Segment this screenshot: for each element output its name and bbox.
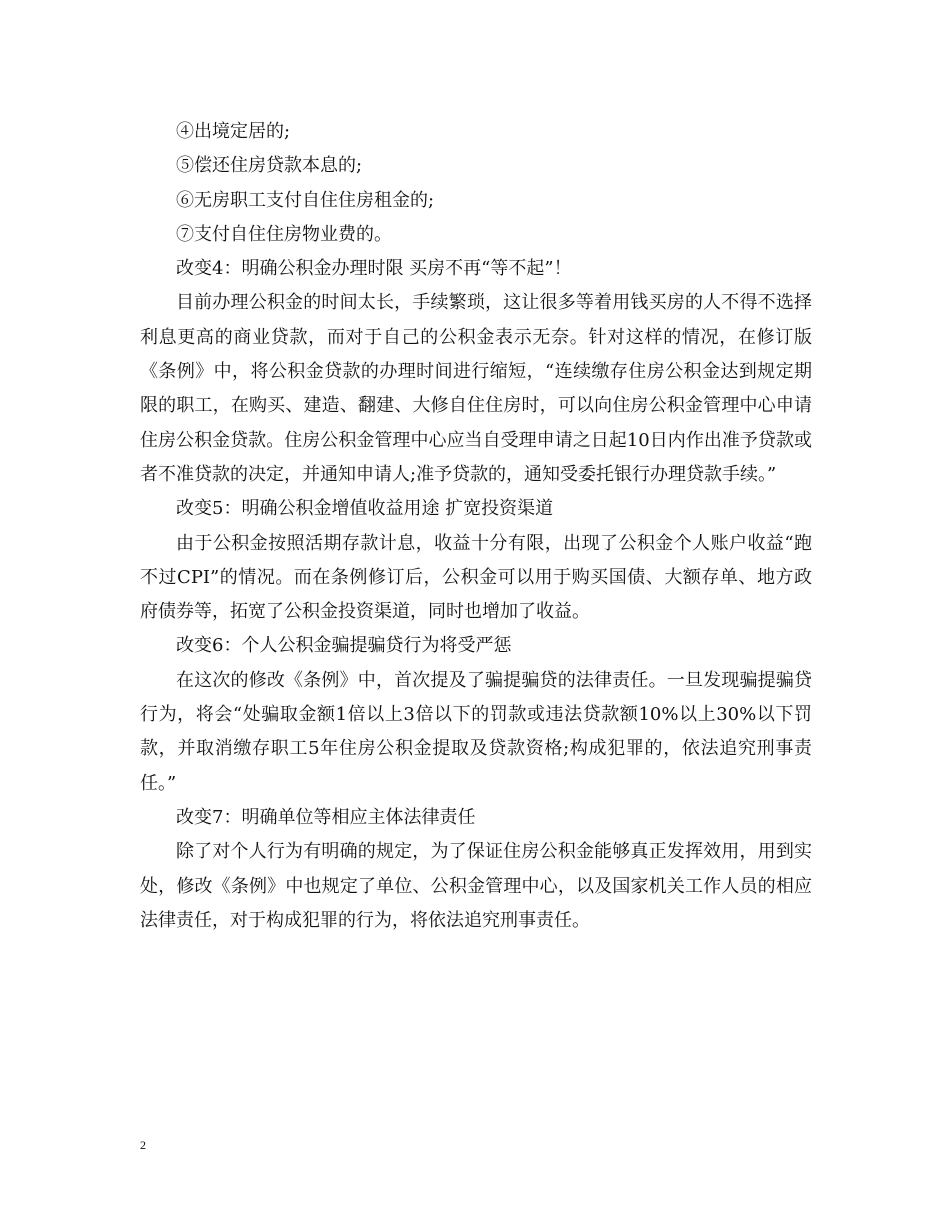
section-heading: 改变6：个人公积金骗提骗贷行为将受严惩 bbox=[176, 635, 512, 657]
section-paragraph: 目前办理公积金的时间太长，手续繁琐，这让很多等着用钱买房的人不得不选择利息更高的商业贷款，而对于自己的公积金表示无奈。针对这样的情况，在修订版《条例》中，将公积金贷款的办理时间进行缩短，“连续缴存住房公积金达到规定期限的职工，在购买、建造、翻建、大修自住住房时，可以向住房公积金管理中心申请住房公积金贷款。住房公积金管理中心应当自受理申请之日起10日内作出准予贷款或者不准贷款的决定，并通知申请人;准予贷款的，通知受委托银行办理贷款手续。” bbox=[140, 292, 812, 485]
list-item: ⑥无房职工支付自住住房租金的; bbox=[176, 189, 435, 211]
document-body bbox=[140, 115, 812, 938]
list-item: ⑦支付自住住房物业费的。 bbox=[176, 223, 392, 245]
list-item: ④出境定居的; bbox=[176, 121, 291, 142]
section-paragraph: 在这次的修改《条例》中，首次提及了骗提骗贷的法律责任。一旦发现骗提骗贷行为，将会“处骗取金额1倍以上3倍以下的罚款或违法贷款额10%以上30%以下罚款，并取消缴存职工5年住房公积金提取及贷款资格;构成犯罪的，依法追究刑事责任。” bbox=[140, 669, 812, 794]
section-heading: 改变5：明确公积金增值收益用途 扩宽投资渠道 bbox=[176, 498, 554, 520]
section-heading: 改变4：明确公积金办理时限 买房不再“等不起”！ bbox=[176, 258, 572, 280]
page-number: 2 bbox=[140, 1138, 146, 1152]
list-item: ⑤偿还住房贷款本息的; bbox=[176, 155, 363, 177]
section-paragraph: 除了对个人行为有明确的规定，为了保证住房公积金能够真正发挥效用，用到实处，修改《条例》中也规定了单位、公积金管理中心，以及国家机关工作人员的相应法律责任，对于构成犯罪的行为，将依法追究刑事责任。 bbox=[140, 841, 812, 931]
section-heading: 改变7：明确单位等相应主体法律责任 bbox=[176, 806, 476, 828]
section-paragraph: 由于公积金按照活期存款计息，收益十分有限，出现了公积金个人账户收益“跑不过CPI”的情况。而在条例修订后，公积金可以用于购买国债、大额存单、地方政府债券等，拓宽了公积金投资渠道，同时也增加了收益。 bbox=[140, 532, 812, 623]
